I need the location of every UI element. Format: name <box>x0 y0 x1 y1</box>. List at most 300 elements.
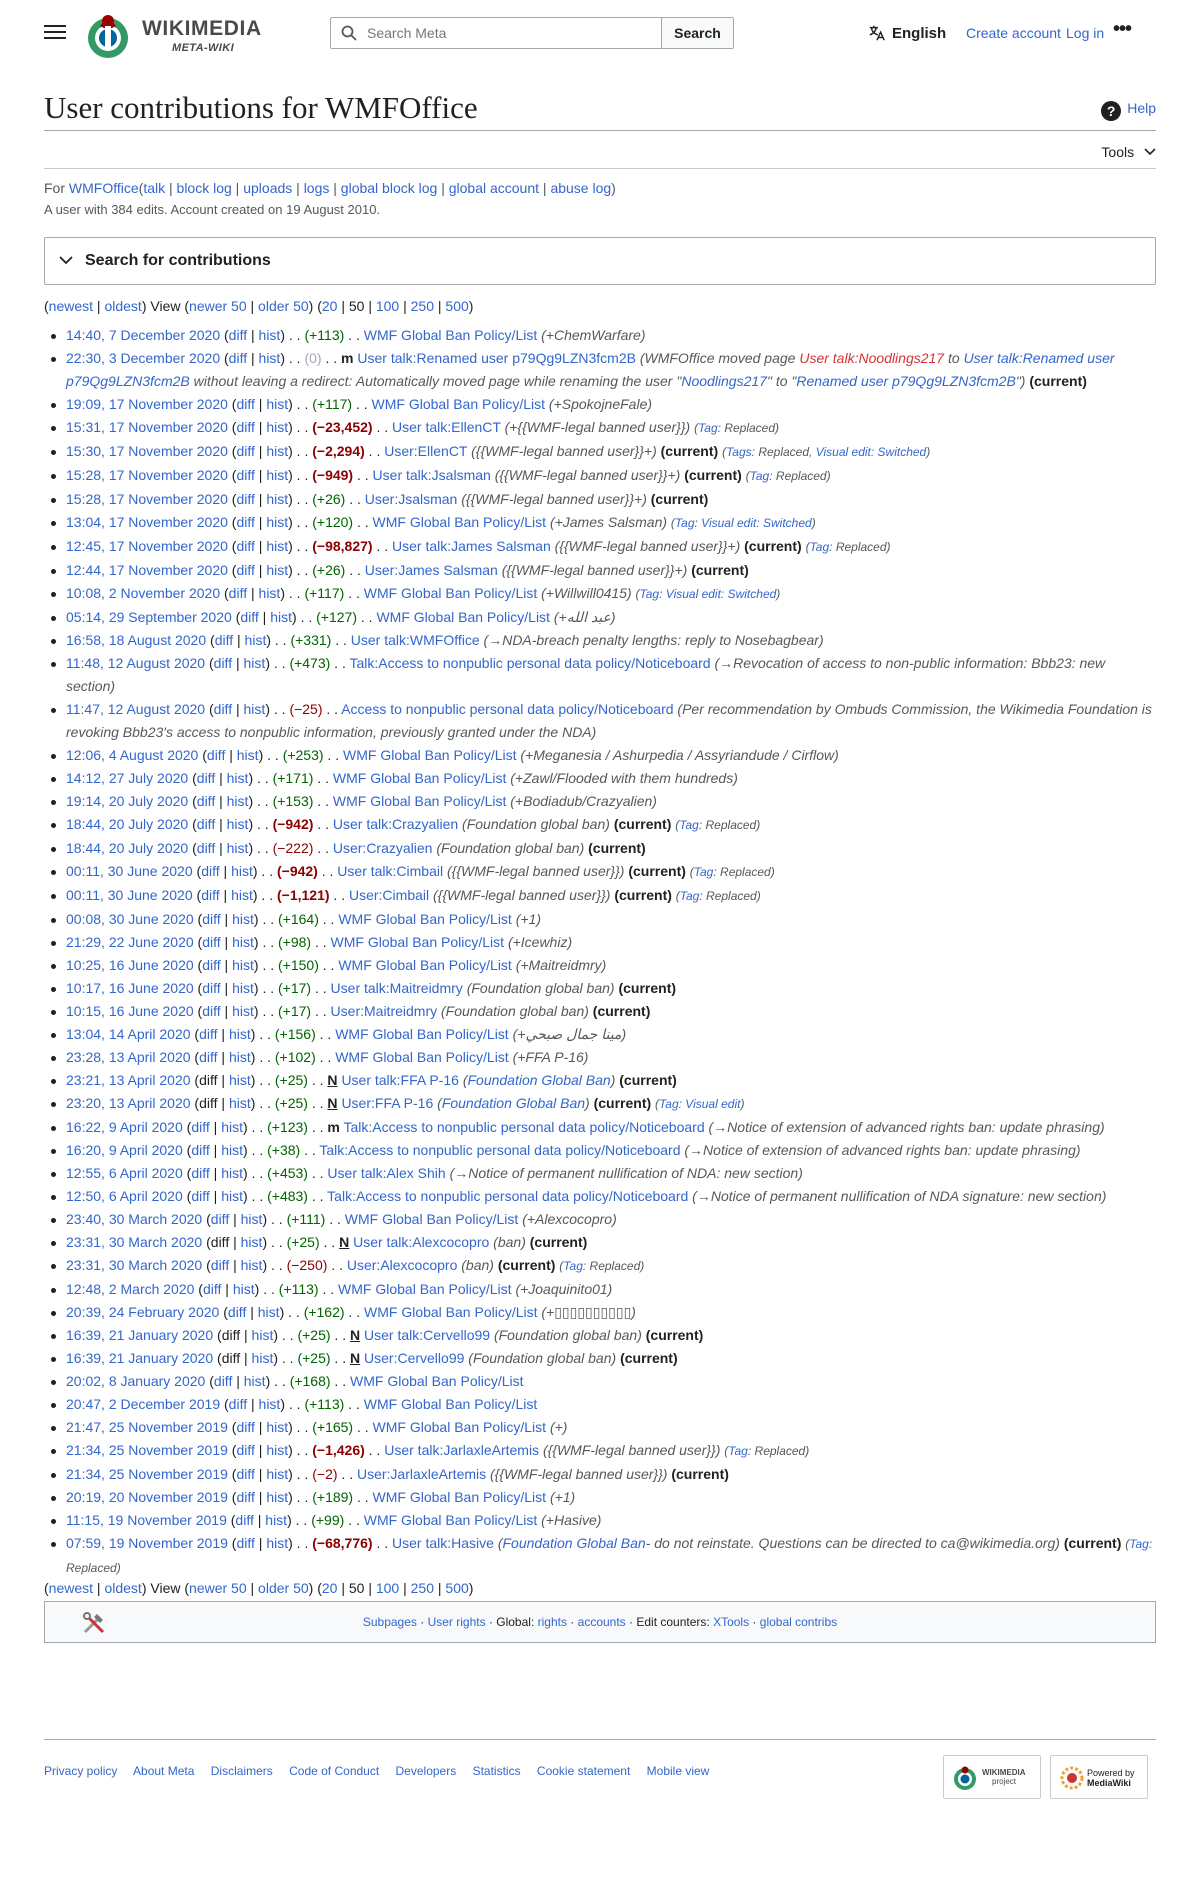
tags-link[interactable]: Tag <box>728 1444 748 1458</box>
hist-link[interactable]: hist <box>232 980 254 996</box>
diff-link[interactable]: diff <box>210 1234 230 1250</box>
tags-link[interactable]: Tag <box>809 540 830 554</box>
contribution-page-link[interactable]: WMF Global Ban Policy/List <box>363 1396 538 1412</box>
contribution-page-link[interactable]: User talk:Hasive <box>392 1535 494 1551</box>
contribution-item: 22:30, 3 December 2020 (diff | hist) . . (0) . . m User talk:Renamed user p79Qg9LZN3fcm2B (WMFOffice moved page User talk:Noodlings217 to User talk:Renamed user p79Qg9LZN3fcm2B without leaving a redirect: Automatically moved page while renaming the user "Noodlings217" to "Renamed user p79Qg9LZN3fcm2B") (current) <box>44 347 1156 393</box>
hist-link[interactable]: hist <box>270 609 293 625</box>
diff-link[interactable]: diff <box>199 1072 218 1088</box>
wikimedia-project-badge[interactable] <box>943 1755 1041 1799</box>
tags-link[interactable]: Tag <box>749 469 770 483</box>
contribution-page-link[interactable]: WMF Global Ban Policy/List <box>338 911 512 927</box>
contribution-date-link[interactable]: 23:28, 13 April 2020 <box>66 1049 191 1065</box>
user-link-block-log[interactable]: block log <box>176 180 232 196</box>
diff-link[interactable]: diff <box>191 1119 210 1135</box>
moved-target-link[interactable]: User talk:Renamed user p79Qg9LZN3fcm2B <box>66 350 1115 389</box>
user-link-global-account[interactable]: global account <box>448 180 540 196</box>
hist-link[interactable]: hist <box>232 934 254 950</box>
contribution-page-link[interactable]: User:FFA P-16 <box>341 1095 434 1111</box>
user-link-talk[interactable]: talk <box>143 180 166 196</box>
contribution-page-link[interactable]: User:Maitreidmry <box>330 1003 438 1019</box>
diff-link[interactable]: diff <box>191 1188 210 1204</box>
contribution-date-link[interactable]: 14:12, 27 July 2020 <box>66 770 189 786</box>
hist-link[interactable]: hist <box>243 655 266 671</box>
user-link-uploads[interactable]: uploads <box>243 180 293 196</box>
contribution-date-link[interactable]: 00:11, 30 June 2020 <box>66 863 193 879</box>
limit-20[interactable]: 20 <box>321 298 338 314</box>
limit-50: 50 <box>348 1580 365 1596</box>
contribution-item: 10:17, 16 June 2020 (diff | hist) . . (+17) . . User talk:Maitreidmry (Foundation global ban) (current) <box>44 977 1156 1000</box>
hist-link[interactable]: hist <box>221 1119 243 1135</box>
contributions-list <box>44 324 1156 1580</box>
diff-link[interactable]: diff <box>213 1373 233 1389</box>
tag-visual-edit[interactable]: Visual edit: Switched <box>701 516 812 530</box>
size-change: (+127) <box>316 609 357 625</box>
contribution-date-link[interactable]: 16:39, 21 January 2020 <box>66 1350 214 1366</box>
limit-500[interactable]: 500 <box>445 298 469 314</box>
hist-link[interactable]: hist <box>236 747 259 763</box>
footer-link-about[interactable]: About Meta <box>133 1764 195 1778</box>
diff-link[interactable]: diff <box>236 1419 255 1435</box>
main-menu-icon[interactable] <box>44 22 66 42</box>
contribution-page-link[interactable]: User:EllenCT <box>384 443 468 459</box>
diff-link[interactable]: diff <box>221 1327 241 1343</box>
diff-link[interactable]: diff <box>228 350 248 366</box>
user-link[interactable]: WMFOffice <box>68 180 139 196</box>
diff-link[interactable]: diff <box>227 1304 247 1320</box>
contribution-date-link[interactable]: 11:15, 19 November 2019 <box>66 1512 227 1528</box>
diff-link[interactable]: diff <box>199 1095 218 1111</box>
hist-link[interactable]: hist <box>228 1072 251 1088</box>
current-flag: (current) <box>613 816 672 832</box>
view-label: View <box>150 1580 181 1596</box>
hist-link[interactable]: hist <box>243 701 266 717</box>
hist-link[interactable]: hist <box>258 327 281 343</box>
hist-link[interactable]: hist <box>266 1419 289 1435</box>
diff-link[interactable]: diff <box>202 957 221 973</box>
tags-link[interactable]: Tag <box>679 889 700 903</box>
old-username-link[interactable]: Noodlings217 <box>681 373 767 389</box>
hist-link[interactable]: hist <box>266 419 289 435</box>
tags-link[interactable]: Tag <box>693 865 714 879</box>
contribution-date-link[interactable]: 12:44, 17 November 2020 <box>66 562 228 578</box>
hist-link[interactable]: hist <box>240 1234 263 1250</box>
language-selector[interactable] <box>868 24 946 42</box>
help-link[interactable] <box>1101 100 1156 121</box>
edit-summary: (+مينا جمال صبحي) <box>512 1026 627 1042</box>
contribution-item: 23:28, 13 April 2020 (diff | hist) . . (+102) . . WMF Global Ban Policy/List (+FFA P-16) <box>44 1046 1156 1069</box>
contribution-page-link[interactable]: User:Cervello99 <box>364 1350 465 1366</box>
contribution-page-link[interactable]: User talk:Alex Shih <box>327 1165 446 1181</box>
current-flag: (current) <box>620 1350 678 1366</box>
contribution-date-link[interactable]: 12:06, 4 August 2020 <box>66 747 199 763</box>
hist-link[interactable]: hist <box>266 1489 289 1505</box>
contribution-date-link[interactable]: 12:55, 6 April 2020 <box>66 1165 183 1181</box>
contribution-date-link[interactable]: 18:44, 20 July 2020 <box>66 816 189 832</box>
diff-link[interactable]: diff <box>236 491 255 507</box>
hist-link[interactable]: hist <box>226 770 249 786</box>
limit-100[interactable]: 100 <box>375 1580 400 1596</box>
contribution-date-link[interactable]: 15:28, 17 November 2020 <box>66 467 228 483</box>
hist-link[interactable]: hist <box>228 1049 251 1065</box>
search-button[interactable]: Search <box>661 18 733 48</box>
contribution-page-link[interactable]: Talk:Access to nonpublic personal data policy/Noticeboard <box>349 655 711 671</box>
tools-dropdown[interactable] <box>1101 144 1156 160</box>
hist-link[interactable]: hist <box>226 793 249 809</box>
global-rights-link[interactable]: rights <box>537 1615 567 1629</box>
contribution-date-link[interactable]: 10:17, 16 June 2020 <box>66 980 194 996</box>
contribution-page-link[interactable]: WMF Global Ban Policy/List <box>363 1512 538 1528</box>
hist-link[interactable]: hist <box>266 1442 289 1458</box>
diff-link[interactable]: diff <box>201 887 220 903</box>
newest-link[interactable]: newest <box>48 298 94 314</box>
contribution-item: 20:47, 2 December 2019 (diff | hist) . . (+113) . . WMF Global Ban Policy/List <box>44 1393 1156 1416</box>
contribution-item: 12:06, 4 August 2020 (diff | hist) . . (+253) . . WMF Global Ban Policy/List (+Meganesia / Ashurpedia / Assyriandude / Cirflow) <box>44 744 1156 767</box>
contribution-page-link[interactable]: User talk:EllenCT <box>392 419 501 435</box>
hist-link[interactable]: hist <box>266 396 289 412</box>
hist-link[interactable]: hist <box>232 911 254 927</box>
diff-link[interactable]: diff <box>206 747 226 763</box>
contribution-date-link[interactable]: 19:14, 20 July 2020 <box>66 793 189 809</box>
contribution-date-link[interactable]: 13:04, 14 April 2020 <box>66 1026 191 1042</box>
diff-link[interactable]: diff <box>228 1396 248 1412</box>
diff-link[interactable]: diff <box>199 1026 218 1042</box>
diff-link[interactable]: diff <box>210 1211 230 1227</box>
diff-link[interactable]: diff <box>236 1442 255 1458</box>
contribution-page-link[interactable]: User talk:Alexcocopro <box>353 1234 490 1250</box>
diff-link[interactable]: diff <box>213 701 233 717</box>
site-logo[interactable] <box>84 12 274 60</box>
contribution-page-link[interactable]: Access to nonpublic personal data policy/Noticeboard <box>341 701 674 717</box>
contribution-page-link[interactable]: User talk:Cimbail <box>337 863 444 879</box>
diff-link[interactable]: diff <box>202 1003 221 1019</box>
newest-link[interactable]: newest <box>48 1580 94 1596</box>
diff-link[interactable]: diff <box>191 1165 210 1181</box>
contribution-date-link[interactable]: 23:40, 30 March 2020 <box>66 1211 203 1227</box>
contribution-date-link[interactable]: 15:28, 17 November 2020 <box>66 491 228 507</box>
diff-link[interactable]: diff <box>196 840 216 856</box>
hist-link[interactable]: hist <box>258 585 281 601</box>
diff-link[interactable]: diff <box>202 911 221 927</box>
contribution-page-link[interactable]: User talk:Jsalsman <box>372 467 491 483</box>
contribution-date-link[interactable]: 11:48, 12 August 2020 <box>66 655 206 671</box>
newer-link[interactable]: newer 50 <box>189 1580 247 1596</box>
contribution-date-link[interactable]: 15:31, 17 November 2020 <box>66 419 228 435</box>
hist-link[interactable]: hist <box>221 1142 243 1158</box>
contribution-page-link[interactable]: WMF Global Ban Policy/List <box>332 793 507 809</box>
contribution-date-link[interactable]: 12:45, 17 November 2020 <box>66 538 228 554</box>
contribution-date-link[interactable]: 18:44, 20 July 2020 <box>66 840 189 856</box>
hist-link[interactable]: hist <box>266 1466 289 1482</box>
diff-link[interactable]: diff <box>196 770 216 786</box>
contribution-date-link[interactable]: 23:31, 30 March 2020 <box>66 1234 203 1250</box>
contribution-page-link[interactable]: User:JarlaxleArtemis <box>356 1466 487 1482</box>
tags-link[interactable]: Tag <box>698 421 718 435</box>
hist-link[interactable]: hist <box>266 467 289 483</box>
search-input[interactable] <box>367 18 657 48</box>
footer-link-disclaimers[interactable]: Disclaimers <box>210 1764 273 1778</box>
contribution-page-link[interactable]: WMF Global Ban Policy/List <box>364 1304 538 1320</box>
diff-link[interactable]: diff <box>196 816 216 832</box>
contribution-date-link[interactable]: 00:11, 30 June 2020 <box>66 887 193 903</box>
contribution-date-link[interactable]: 07:59, 19 November 2019 <box>66 1535 228 1551</box>
contribution-page-link[interactable]: User talk:Crazyalien <box>332 816 459 832</box>
hist-link[interactable]: hist <box>228 1095 251 1111</box>
diff-link[interactable]: diff <box>236 562 255 578</box>
hist-link[interactable]: hist <box>232 1281 255 1297</box>
tags-link[interactable]: Tag <box>679 818 699 832</box>
hist-link[interactable]: hist <box>266 491 289 507</box>
hist-link[interactable]: hist <box>226 816 249 832</box>
diff-link[interactable]: diff <box>236 1489 255 1505</box>
contribution-page-link[interactable]: WMF Global Ban Policy/List <box>335 1026 509 1042</box>
contribution-item: 12:45, 17 November 2020 (diff | hist) . . (−98,827) . . User talk:James Salsman ({{WMF-legal banned user}}+) (current) (Tag: Replaced) <box>44 535 1156 559</box>
limit-250[interactable]: 250 <box>410 1580 434 1596</box>
diff-link[interactable]: diff <box>221 1350 241 1366</box>
diff-link[interactable]: diff <box>213 655 233 671</box>
older-link[interactable]: older 50 <box>258 1580 309 1596</box>
contribution-page-link[interactable]: WMF Global Ban Policy/List <box>372 1419 547 1435</box>
diff-link[interactable]: diff <box>202 934 221 950</box>
hist-link[interactable]: hist <box>232 1003 254 1019</box>
hist-link[interactable]: hist <box>258 1396 281 1412</box>
user-link-global-block-log[interactable]: global block log <box>340 180 438 196</box>
contribution-date-link[interactable]: 14:40, 7 December 2020 <box>66 327 221 343</box>
contribution-page-link[interactable]: WMF Global Ban Policy/List <box>350 1373 524 1389</box>
contribution-item: 15:30, 17 November 2020 (diff | hist) . . (−2,294) . . User:EllenCT ({{WMF-legal banned user}}+) (current) (Tags: Replaced, Visual edit: Switched) <box>44 440 1156 464</box>
contribution-date-link[interactable]: 13:04, 17 November 2020 <box>66 514 228 530</box>
current-flag: (current) <box>588 840 646 856</box>
contribution-page-link[interactable]: User talk:Renamed user p79Qg9LZN3fcm2B <box>357 350 636 366</box>
contribution-page-link[interactable]: WMF Global Ban Policy/List <box>344 1211 519 1227</box>
hist-link[interactable]: hist <box>240 1211 263 1227</box>
contribution-item: 21:34, 25 November 2019 (diff | hist) . . (−1,426) . . User talk:JarlaxleArtemis ({{WMF-legal banned user}}) (Tag: Replaced) <box>44 1439 1156 1463</box>
summary-link[interactable]: Foundation Global Ban <box>441 1095 586 1111</box>
contribution-item: 12:50, 6 April 2020 (diff | hist) . . (+483) . . Talk:Access to nonpublic personal data policy/Noticeboard (→Notice of permanent nullification of NDA signature: new section) <box>44 1185 1156 1208</box>
contribution-page-link[interactable]: Talk:Access to nonpublic personal data policy/Noticeboard <box>319 1142 681 1158</box>
diff-link[interactable]: diff <box>228 327 248 343</box>
hist-link[interactable]: hist <box>240 1257 263 1273</box>
contribution-date-link[interactable]: 15:30, 17 November 2020 <box>66 443 228 459</box>
contribution-page-link[interactable]: User talk:WMFOffice <box>350 632 480 648</box>
older-link[interactable]: older 50 <box>258 298 309 314</box>
footer-link-developers[interactable]: Developers <box>395 1764 457 1778</box>
contribution-page-link[interactable]: WMF Global Ban Policy/List <box>330 934 505 950</box>
summary-link[interactable]: Foundation Global Ban <box>467 1072 611 1088</box>
contribution-date-link[interactable]: 19:09, 17 November 2020 <box>66 396 228 412</box>
diff-link[interactable]: diff <box>236 514 255 530</box>
hist-link[interactable]: hist <box>231 887 253 903</box>
xtools-link[interactable]: XTools <box>713 1615 750 1629</box>
contribution-item: 11:15, 19 November 2019 (diff | hist) . . (+99) . . WMF Global Ban Policy/List (+Hasive) <box>44 1509 1156 1532</box>
contribution-date-link[interactable]: 12:50, 6 April 2020 <box>66 1188 183 1204</box>
search-contributions-toggle[interactable] <box>44 237 1156 285</box>
hist-link[interactable]: hist <box>257 1304 280 1320</box>
contribution-page-link[interactable]: User:Alexcocopro <box>346 1257 458 1273</box>
contribution-date-link[interactable]: 11:47, 12 August 2020 <box>66 701 206 717</box>
contribution-date-link[interactable]: 21:34, 25 November 2019 <box>66 1466 228 1482</box>
size-change: (+253) <box>282 747 324 763</box>
hist-link[interactable]: hist <box>251 1350 274 1366</box>
diff-link[interactable]: diff <box>228 585 248 601</box>
user-link-abuse-log[interactable]: abuse log <box>550 180 612 196</box>
diff-link[interactable]: diff <box>236 443 255 459</box>
contribution-date-link[interactable]: 20:19, 20 November 2019 <box>66 1489 228 1505</box>
diff-link[interactable]: diff <box>210 1257 230 1273</box>
tag-visual-edit[interactable]: Visual edit: Switched <box>665 587 777 601</box>
diff-link[interactable]: diff <box>201 863 220 879</box>
hist-link[interactable]: hist <box>266 538 289 554</box>
contribution-date-link[interactable]: 21:29, 22 June 2020 <box>66 934 194 950</box>
create-account-link[interactable]: Create account <box>966 25 1061 41</box>
user-link-logs[interactable]: logs <box>303 180 330 196</box>
contribution-page-link[interactable]: WMF Global Ban Policy/List <box>363 585 538 601</box>
contribution-date-link[interactable]: 10:08, 2 November 2020 <box>66 585 221 601</box>
contribution-date-link[interactable]: 22:30, 3 December 2020 <box>66 350 221 366</box>
edit-summary: (Foundation Global Ban- do not reinstate. Questions can be directed to ca@wikimedia.org) <box>497 1535 1060 1551</box>
diff-link[interactable]: diff <box>236 396 255 412</box>
tools-divider <box>44 168 1156 169</box>
hist-link[interactable]: hist <box>266 443 289 459</box>
contribution-page-link[interactable]: WMF Global Ban Policy/List <box>372 1489 547 1505</box>
limit-250[interactable]: 250 <box>410 298 434 314</box>
contribution-page-link[interactable]: User talk:FFA P-16 <box>341 1072 459 1088</box>
contribution-page-link[interactable]: WMF Global Ban Policy/List <box>338 957 512 973</box>
hist-link[interactable]: hist <box>265 1512 288 1528</box>
contribution-page-link[interactable]: User:Cimbail <box>348 887 430 903</box>
contribution-page-link[interactable]: WMF Global Ban Policy/List <box>371 396 546 412</box>
limit-500[interactable]: 500 <box>445 1580 469 1596</box>
contribution-date-link[interactable]: 20:39, 24 February 2020 <box>66 1304 220 1320</box>
contribution-date-link[interactable]: 23:31, 30 March 2020 <box>66 1257 203 1273</box>
contribution-page-link[interactable]: WMF Global Ban Policy/List <box>335 1049 509 1065</box>
contribution-date-link[interactable]: 16:58, 18 August 2020 <box>66 632 207 648</box>
size-change: (+165) <box>312 1419 354 1435</box>
diff-link[interactable]: diff <box>235 1512 254 1528</box>
diff-link[interactable]: diff <box>236 419 255 435</box>
contribution-page-link[interactable]: User:Jsalsman <box>364 491 458 507</box>
contribution-page-link[interactable]: User:Crazyalien <box>332 840 433 856</box>
log-in-link[interactable]: Log in <box>1066 25 1105 41</box>
contribution-date-link[interactable]: 05:14, 29 September 2020 <box>66 609 232 625</box>
oldest-link[interactable]: oldest <box>104 1580 142 1596</box>
diff-link[interactable]: diff <box>236 538 255 554</box>
contribution-date-link[interactable]: 16:22, 9 April 2020 <box>66 1119 183 1135</box>
contribution-page-link[interactable]: User talk:Cervello99 <box>364 1327 491 1343</box>
diff-link[interactable]: diff <box>236 1535 255 1551</box>
user-rights-link[interactable]: User rights <box>427 1615 486 1629</box>
contribution-date-link[interactable]: 10:15, 16 June 2020 <box>66 1003 194 1019</box>
contribution-page-link[interactable]: WMF Global Ban Policy/List <box>343 747 517 763</box>
tags-link[interactable]: Tag <box>1129 1537 1149 1551</box>
contribution-date-link[interactable]: 16:39, 21 January 2020 <box>66 1327 214 1343</box>
diff-link[interactable]: diff <box>202 980 221 996</box>
hist-link[interactable]: hist <box>228 1026 251 1042</box>
powered-by-mediawiki-badge[interactable] <box>1050 1755 1148 1799</box>
contribution-page-link[interactable]: WMF Global Ban Policy/List <box>376 609 550 625</box>
footer-link-cookie[interactable]: Cookie statement <box>536 1764 631 1778</box>
diff-link[interactable]: diff <box>199 1049 218 1065</box>
hist-link[interactable]: hist <box>266 562 289 578</box>
contribution-page-link[interactable]: User:James Salsman <box>364 562 498 578</box>
diff-link[interactable]: diff <box>202 1281 222 1297</box>
hist-link[interactable]: hist <box>221 1165 243 1181</box>
tags-link[interactable]: Tag <box>639 587 660 601</box>
contribution-page-link[interactable]: WMF Global Ban Policy/List <box>338 1281 512 1297</box>
contribution-date-link[interactable]: 23:21, 13 April 2020 <box>66 1072 191 1088</box>
hist-link[interactable]: hist <box>251 1327 274 1343</box>
contribution-page-link[interactable]: User talk:James Salsman <box>392 538 551 554</box>
diff-link[interactable]: diff <box>214 632 234 648</box>
footer-link-code-of-conduct[interactable]: Code of Conduct <box>289 1764 380 1778</box>
diff-link[interactable]: diff <box>191 1142 210 1158</box>
contribution-date-link[interactable]: 20:47, 2 December 2019 <box>66 1396 221 1412</box>
current-flag: (current) <box>671 1466 729 1482</box>
oldest-link[interactable]: oldest <box>104 298 142 314</box>
contribution-page-link[interactable]: Talk:Access to nonpublic personal data policy/Noticeboard <box>327 1188 689 1204</box>
global-contribs-link[interactable]: global contribs <box>759 1615 838 1629</box>
hist-link[interactable]: hist <box>266 514 289 530</box>
summary-link[interactable]: Foundation Global Ban <box>502 1535 646 1551</box>
limit-100[interactable]: 100 <box>375 298 400 314</box>
contribution-item: 00:08, 30 June 2020 (diff | hist) . . (+164) . . WMF Global Ban Policy/List (+1) <box>44 908 1156 931</box>
footer-link-privacy[interactable]: Privacy policy <box>44 1764 118 1778</box>
diff-link[interactable]: diff <box>236 467 255 483</box>
contribution-page-link[interactable]: User talk:Maitreidmry <box>330 980 463 996</box>
hist-link[interactable]: hist <box>221 1188 243 1204</box>
contribution-date-link[interactable]: 16:20, 9 April 2020 <box>66 1142 183 1158</box>
hist-link[interactable]: hist <box>226 840 249 856</box>
diff-link[interactable]: diff <box>240 609 259 625</box>
hist-link[interactable]: hist <box>243 1373 266 1389</box>
subpages-link[interactable]: Subpages <box>362 1615 417 1629</box>
contribution-page-link[interactable]: WMF Global Ban Policy/List <box>363 327 538 343</box>
global-accounts-link[interactable]: accounts <box>577 1615 626 1629</box>
new-username-link[interactable]: Renamed user p79Qg9LZN3fcm2B <box>796 373 1016 389</box>
tags-link[interactable]: Tag <box>674 516 695 530</box>
hist-link[interactable]: hist <box>258 350 281 366</box>
edit-summary: (+Alexcocopro) <box>522 1211 617 1227</box>
newer-link[interactable]: newer 50 <box>189 298 247 314</box>
hist-link[interactable]: hist <box>232 957 254 973</box>
footer-link-statistics[interactable]: Statistics <box>472 1764 521 1778</box>
tags-link[interactable]: Tag <box>659 1097 679 1111</box>
diff-link[interactable]: diff <box>196 793 216 809</box>
tags-link[interactable]: Tags <box>726 445 752 459</box>
contribution-date-link[interactable]: 20:02, 8 January 2020 <box>66 1373 206 1389</box>
contribution-date-link[interactable]: 21:34, 25 November 2019 <box>66 1442 228 1458</box>
contribution-page-link[interactable]: WMF Global Ban Policy/List <box>372 514 547 530</box>
contribution-page-link[interactable]: WMF Global Ban Policy/List <box>332 770 507 786</box>
tag-visual-edit[interactable]: Visual edit <box>685 1097 741 1111</box>
contribution-date-link[interactable]: 23:20, 13 April 2020 <box>66 1095 191 1111</box>
diff-link[interactable]: diff <box>236 1466 255 1482</box>
limit-20[interactable]: 20 <box>321 1580 338 1596</box>
tag-visual-edit[interactable]: Visual edit: Switched <box>815 445 927 459</box>
hist-link[interactable]: hist <box>266 1535 289 1551</box>
redlink-page[interactable]: User talk:Noodlings217 <box>799 350 945 366</box>
footer-link-mobile[interactable]: Mobile view <box>646 1764 710 1778</box>
more-options-icon[interactable]: ••• <box>1113 18 1132 40</box>
contribution-date-link[interactable]: 12:48, 2 March 2020 <box>66 1281 195 1297</box>
contribution-date-link[interactable]: 00:08, 30 June 2020 <box>66 911 194 927</box>
contribution-date-link[interactable]: 10:25, 16 June 2020 <box>66 957 194 973</box>
contribution-page-link[interactable]: Talk:Access to nonpublic personal data policy/Noticeboard <box>343 1119 705 1135</box>
contribution-page-link[interactable]: User talk:JarlaxleArtemis <box>384 1442 540 1458</box>
contribution-date-link[interactable]: 21:47, 25 November 2019 <box>66 1419 228 1435</box>
tags-link[interactable]: Tag <box>563 1259 583 1273</box>
hist-link[interactable]: hist <box>231 863 253 879</box>
hist-link[interactable]: hist <box>244 632 267 648</box>
